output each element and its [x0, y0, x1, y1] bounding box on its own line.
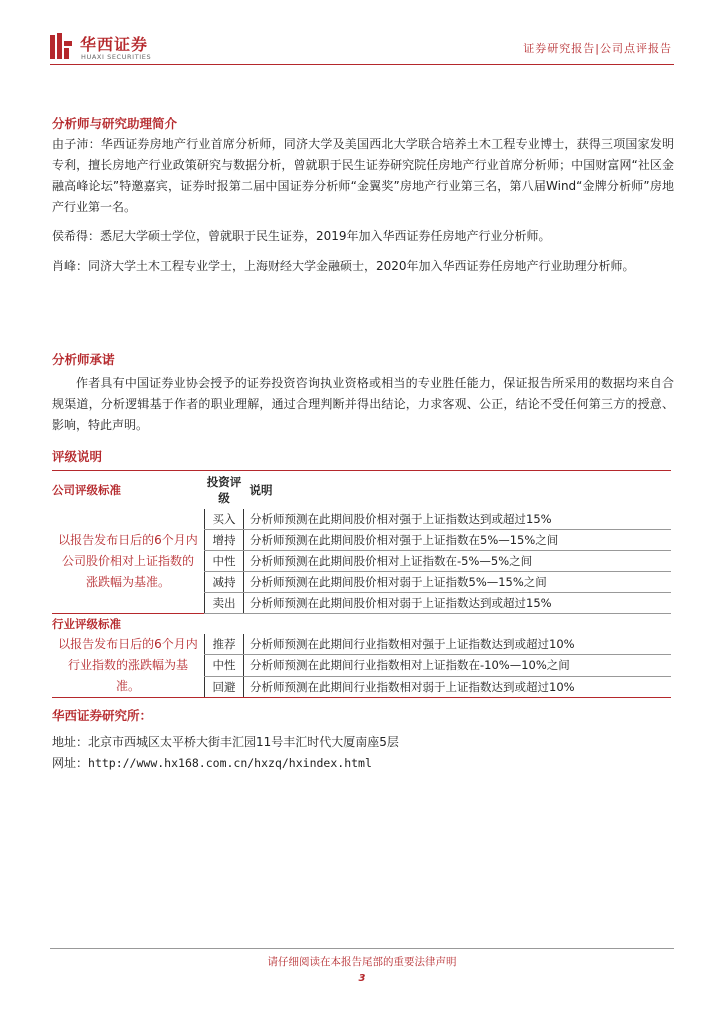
grade-cell: 回避 — [205, 676, 244, 697]
desc-header: 说明 — [244, 471, 672, 510]
institute-website-line — [52, 754, 372, 771]
institute-address: 地址：北京市西城区太平桥大街丰汇园11号丰汇时代大厦南座5层 — [52, 735, 399, 749]
desc-cell: 分析师预测在此期间股价相对强于上证指数达到或超过15% — [244, 509, 672, 530]
website-label: 网址： — [52, 756, 89, 770]
rating-section-title: 评级说明 — [52, 449, 103, 464]
institute-title: 华西证券研究所： — [52, 708, 153, 723]
desc-cell: 分析师预测在此期间股价相对弱于上证指数5%—15%之间 — [244, 572, 672, 593]
commitment-text: 作者具有中国证券业协会授予的证券投资咨询执业资格或相当的专业胜任能力，保证报告所采用的数据均来自合规渠道，分析逻辑基于作者的职业理解，通过合理判断并得出结论，力求客观、公正，结论不受任何第三方的授意、影响，特此声明。 — [52, 376, 674, 432]
commitment-section-title: 分析师承诺 — [52, 352, 115, 367]
grade-cell: 减持 — [205, 572, 244, 593]
website-link[interactable]: http://www.hx168.com.cn/hxzq/hxindex.html — [88, 756, 372, 770]
table-row — [52, 634, 671, 655]
page-header — [0, 0, 724, 70]
footer-divider — [50, 948, 674, 949]
industry-standard-label: 行业评级标准 — [52, 614, 671, 635]
header-divider — [50, 64, 674, 65]
page-number: 3 — [358, 973, 366, 984]
grade-cell: 买入 — [205, 509, 244, 530]
grade-header: 投资评级 — [205, 471, 244, 510]
desc-cell: 分析师预测在此期间股价相对上证指数在-5%—5%之间 — [244, 551, 672, 572]
analysts-section-title: 分析师与研究助理简介 — [52, 116, 178, 131]
analyst-bio-3: 肖峰：同济大学土木工程专业学士，上海财经大学金融硕士，2020年加入华西证券任房地产行业助理分析师。 — [52, 259, 635, 273]
report-type-label: 证券研究报告|公司点评报告 — [523, 42, 672, 55]
rating-table — [52, 470, 671, 698]
rating-header-row — [52, 471, 671, 510]
legal-notice: 请仔细阅读在本报告尾部的重要法律声明 — [267, 956, 457, 968]
grade-cell: 中性 — [205, 655, 244, 676]
desc-cell: 分析师预测在此期间股价相对弱于上证指数达到或超过15% — [244, 593, 672, 614]
grade-cell: 卖出 — [205, 593, 244, 614]
desc-cell: 分析师预测在此期间行业指数相对强于上证指数达到或超过10% — [244, 634, 672, 655]
industry-standard-row — [52, 614, 671, 635]
desc-cell: 分析师预测在此期间行业指数相对上证指数在-10%—10%之间 — [244, 655, 672, 676]
analyst-bio-1: 由子沛：华西证券房地产行业首席分析师，同济大学及美国西北大学联合培养土木工程专业博士，获得三项国家发明专利，擅长房地产行业政策研究与数据分析，曾就职于民生证券研究院任房地产行业首席分析师；中国财富网“社区金融高峰论坛”特邀嘉宾，证券时报第二届中国证券分析师“金翼奖”房地产行业第三名，第八届Wind“金牌分析师”房地产行业第一名。 — [52, 137, 674, 214]
huaxi-logo-icon — [50, 33, 72, 59]
industry-condition: 以报告发布日后的6个月内行业指数的涨跌幅为基准。 — [52, 634, 205, 698]
desc-cell: 分析师预测在此期间股价相对强于上证指数在5%—15%之间 — [244, 530, 672, 551]
company-standard-label: 公司评级标准 — [52, 471, 205, 510]
table-row — [52, 509, 671, 530]
analyst-bio-2: 侯希得：悉尼大学硕士学位，曾就职于民生证券，2019年加入华西证券任房地产行业分析师。 — [52, 229, 551, 243]
company-condition: 以报告发布日后的6个月内公司股价相对上证指数的涨跌幅为基准。 — [58, 532, 198, 589]
logo-text-cn: 华西证券 — [80, 35, 149, 54]
desc-cell: 分析师预测在此期间行业指数相对弱于上证指数达到或超过10% — [244, 676, 672, 697]
grade-cell: 增持 — [205, 530, 244, 551]
grade-cell: 中性 — [205, 551, 244, 572]
logo-text-en: HUAXI SECURITIES — [81, 53, 152, 61]
grade-cell: 推荐 — [205, 634, 244, 655]
